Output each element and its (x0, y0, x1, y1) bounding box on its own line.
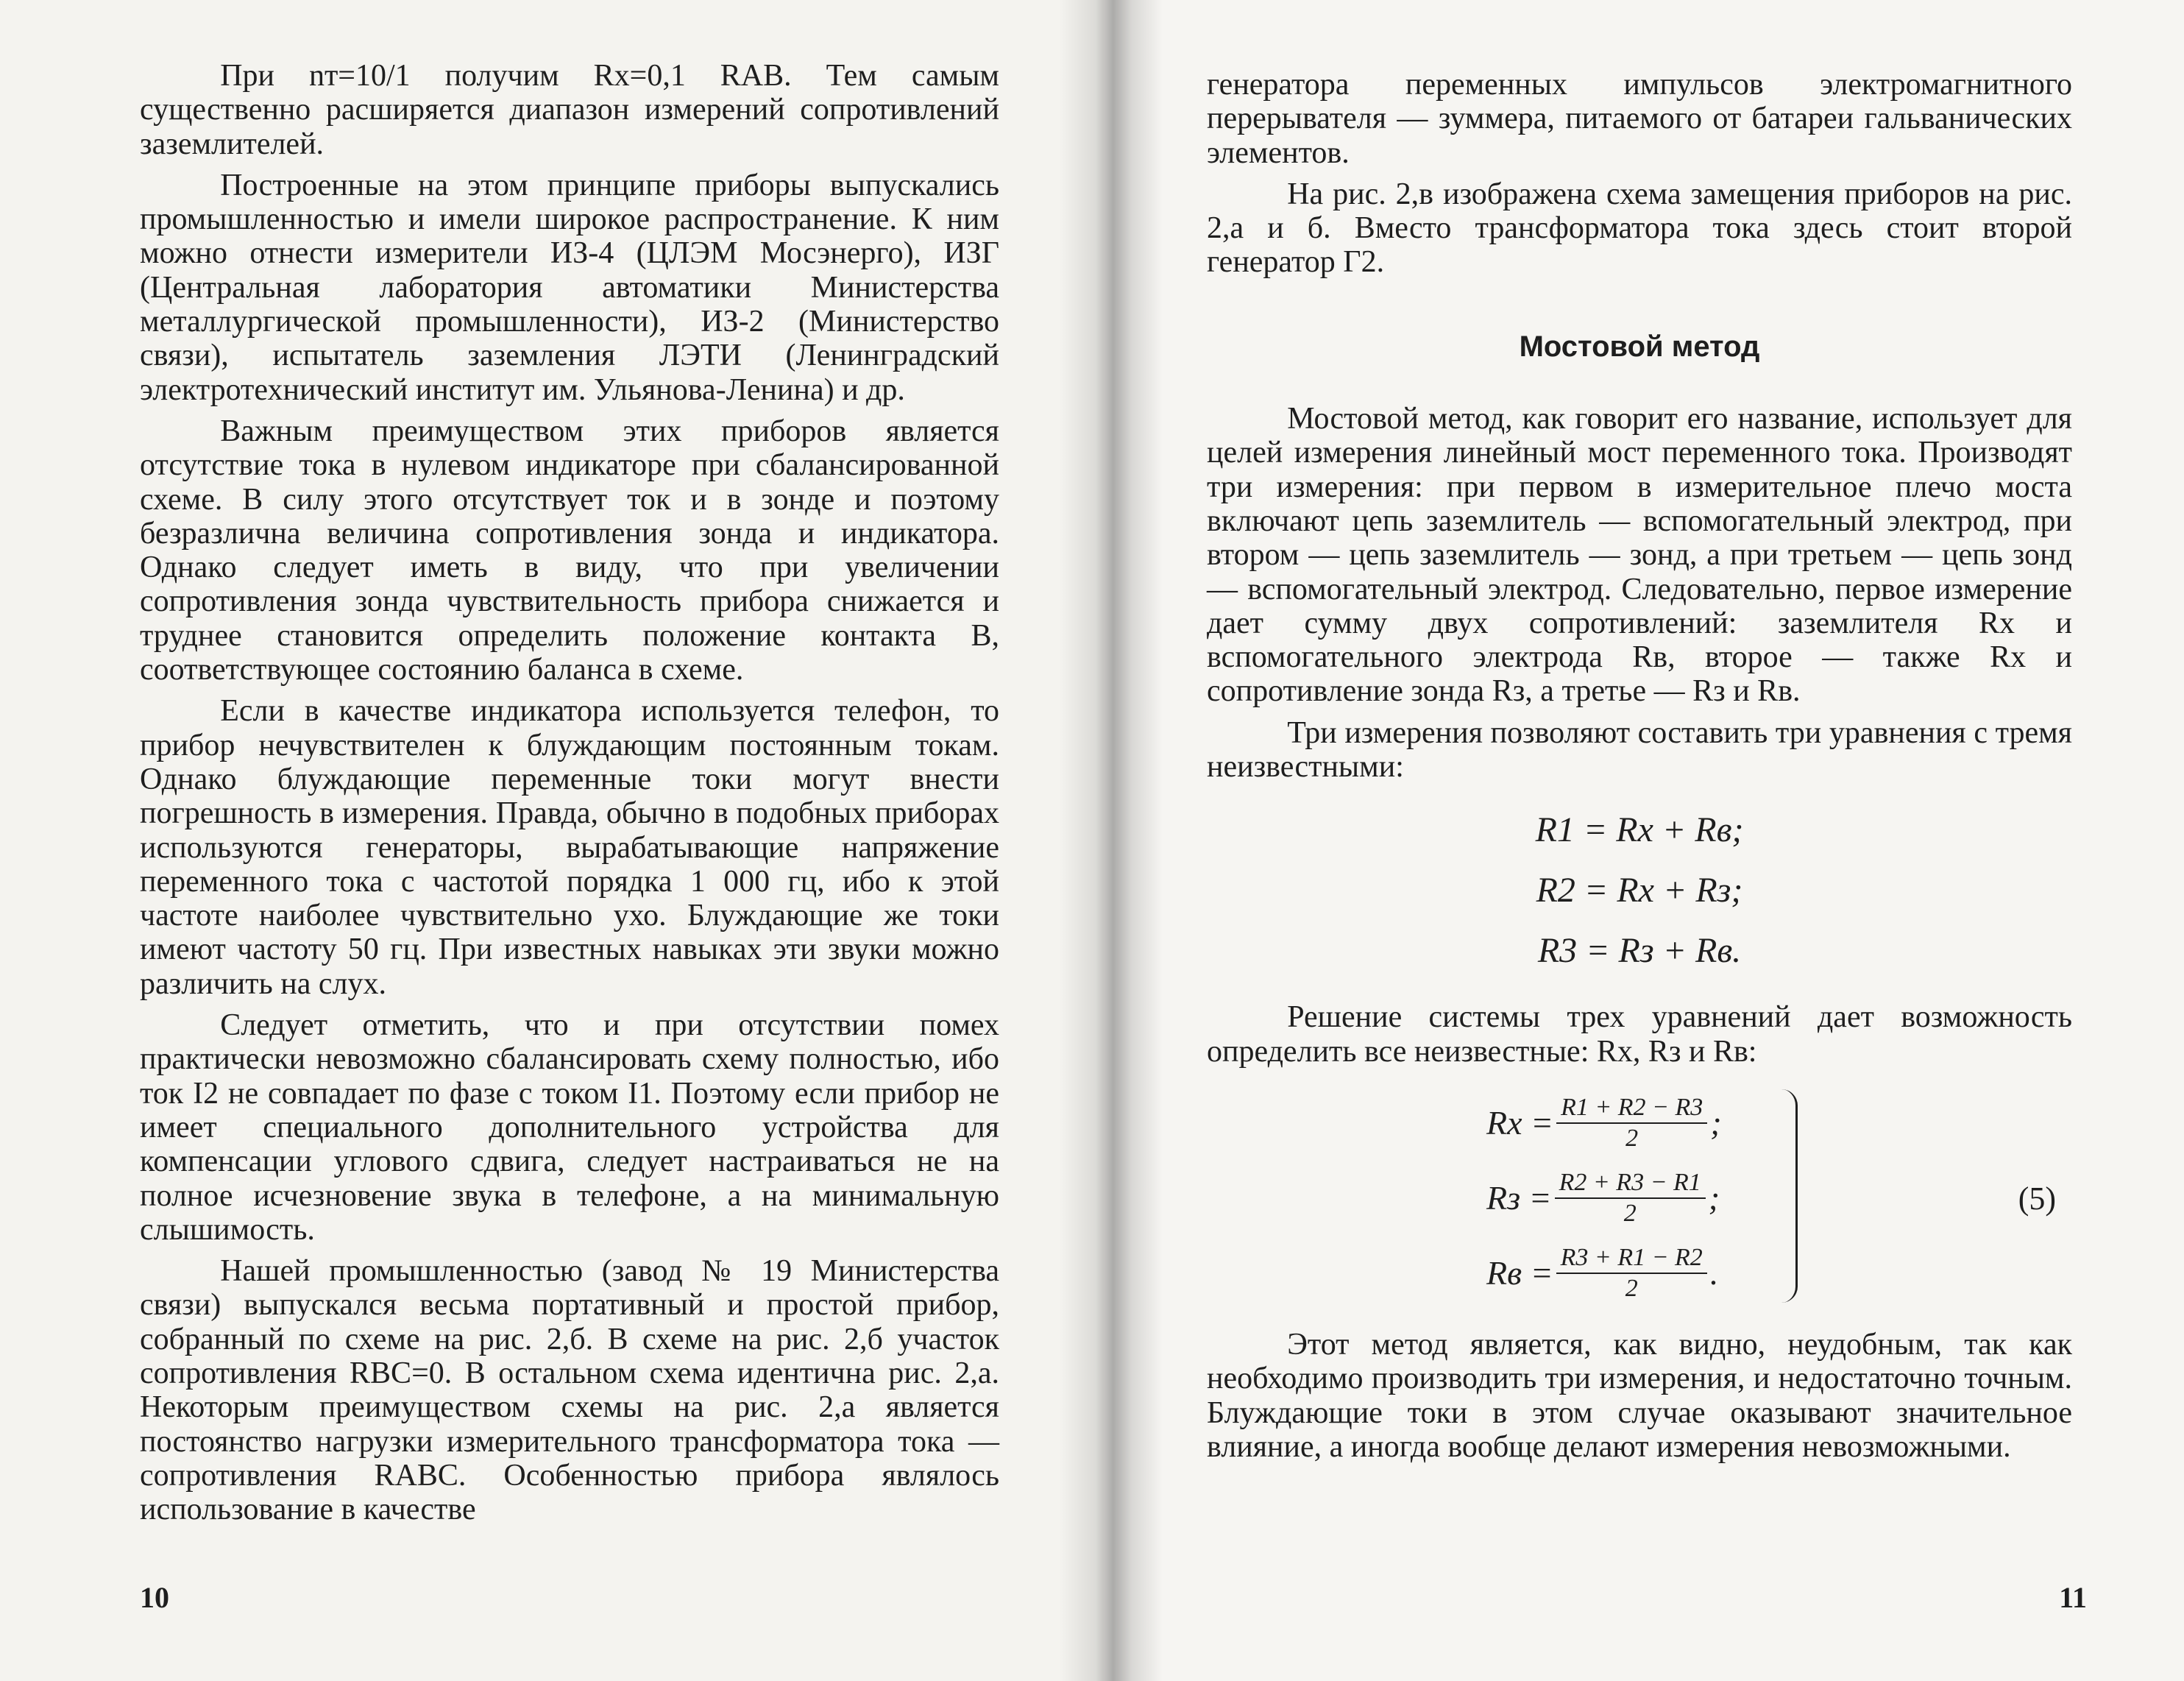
equation-system (1207, 1089, 2072, 1310)
equation-end: ; (1708, 1178, 1720, 1217)
equation-end: . (1709, 1253, 1719, 1292)
equation-end: ; (1710, 1103, 1722, 1142)
numerator: R2 + R3 − R1 (1555, 1168, 1706, 1199)
paragraph: При nт=10/1 получим Rx=0,1 RAB. Тем самым существенно расширяется диапазон измерений сопротивлений заземлителей. (140, 59, 999, 161)
page-number: 11 (2059, 1581, 2087, 1614)
page-number: 10 (140, 1581, 169, 1614)
right-page-text (1207, 68, 2072, 1471)
paragraph: Если в качестве индикатора используется телефон, то прибор нечувствителен к блуждающим постоянным токам. Однако блуждающие переменные токи могут внести погрешность в измерения. Правда, обычно в подобных приборах используются генераторы, вырабатывающие напряжение переменного тока с частотой порядка 1 000 гц, ибо к этой частоте наиболее чувствительно ухо. Блуждающие же токи имеют частоту 50 гц. При известных навыках эти звуки можно различить на слух. (140, 694, 999, 1001)
equation: R2 = Rx + Rз; (1536, 871, 1743, 910)
equation-number: (5) (2018, 1180, 2056, 1217)
equation: R3 = Rз + Rв. (1537, 931, 1742, 971)
right-brace (1766, 1089, 1798, 1303)
right-page (1104, 0, 2184, 1681)
numerator: R1 + R2 − R3 (1556, 1093, 1707, 1124)
paragraph: Нашей промышленностью (завод № 19 Министерства связи) выпускался весьма портативный и простой прибор, собранный по схеме на рис. 2,б. В схеме на рис. 2,б участок сопротивления RBC=0. В остальном схема идентична рис. 2,a. Некоторым преимуществом схемы на рис. 2,a является постоянство нагрузки измерительного трансформатора тока — сопротивления RABC. Особенностью прибора являлось использование в качестве (140, 1254, 999, 1527)
paragraph: Построенные на этом принципе приборы выпускались промышленностью и имели широкое распространение. К ним можно отнести измерители ИЗ-4 (ЦЛЭМ Мосэнерго), ИЗГ (Центральная лаборатория автоматики Министерства металлургической промышленности), ИЗ-2 (Министерство связи), испытатель заземления ЛЭТИ (Ленинградский электротехнический институт им. Ульянова-Ленина) и др. (140, 168, 999, 407)
paragraph: На рис. 2,в изображена схема замещения приборов на рис. 2,a и б. Вместо трансформатора тока здесь стоит второй генератор Г2. (1207, 177, 2072, 280)
paragraph: Важным преимуществом этих приборов является отсутствие тока в нулевом индикаторе при сбалансированной схеме. В силу этого отсутствует ток и в зонде и поэтому безразлична величина сопротивления зонда и индикатора. Однако следует иметь в виду, что при увеличении сопротивления зонда чувствительность прибора снижается и труднее становится определить положение контакта B, соответствующее состоянию баланса в схеме. (140, 414, 999, 687)
denominator: 2 (1625, 1274, 1638, 1302)
equation-lhs: Rв = (1486, 1253, 1553, 1292)
numerator: R3 + R1 − R2 (1556, 1243, 1707, 1274)
paragraph: Этот метод является, как видно, неудобным, так как необходимо производить три измерения, и недостаточно точным. Блуждающие токи в этом случае оказывают значительное влияние, а иногда вообще делают измерения невозможными. (1207, 1327, 2072, 1464)
denominator: 2 (1625, 1124, 1639, 1152)
paragraph: Следует отметить, что и при отсутствии помех практически невозможно сбалансировать схему полностью, ибо ток I2 не совпадает по фазе с током I1. Поэтому если прибор не имеет специального дополнительного устройства для компенсации углового сдвига, следует настраиваться не на полное исчезновение звука в телефоне, а на минимальную слышимость. (140, 1008, 999, 1247)
system-row (1486, 1089, 1722, 1157)
fraction (1556, 1093, 1707, 1153)
equation-lhs: Rз = (1486, 1178, 1552, 1217)
continued-paragraph: генератора переменных импульсов электромагнитного перерывателя — зуммера, питаемого от батареи гальванических элементов. (1207, 68, 2072, 170)
paragraph: Решение системы трех уравнений дает возможность определить все неизвестные: Rx, Rз и Rв: (1207, 1000, 2072, 1069)
system-row (1486, 1164, 1720, 1232)
denominator: 2 (1623, 1199, 1637, 1227)
fraction (1556, 1243, 1707, 1303)
paragraph: Мостовой метод, как говорит его название, использует для целей измерения линейный мост переменного тока. Производят три измерения: при первом в измерительное плечо моста включают цепь заземлитель — вспомогательный электрод, при втором — цепь заземлитель — зонд, а при третьем — цепь зонд — вспомогательный электрод. Следовательно, первое измерение дает сумму двух сопротивлений: заземлителя Rx и вспомогательного электрода Rв, второе — также Rx и сопротивление зонда Rз, а третье — Rз и Rв. (1207, 402, 2072, 709)
paragraph: Три измерения позволяют составить три уравнения с тремя неизвестными: (1207, 715, 2072, 785)
book-gutter-shadow (1060, 0, 1163, 1681)
equation-lhs: Rx = (1486, 1103, 1554, 1142)
left-page-text (140, 59, 999, 1534)
section-heading: Мостовой метод (1519, 330, 1760, 363)
equation-list (1207, 800, 2072, 981)
equation: R1 = Rx + Rв; (1535, 810, 1744, 850)
fraction (1555, 1168, 1706, 1228)
system-row (1486, 1239, 1718, 1307)
